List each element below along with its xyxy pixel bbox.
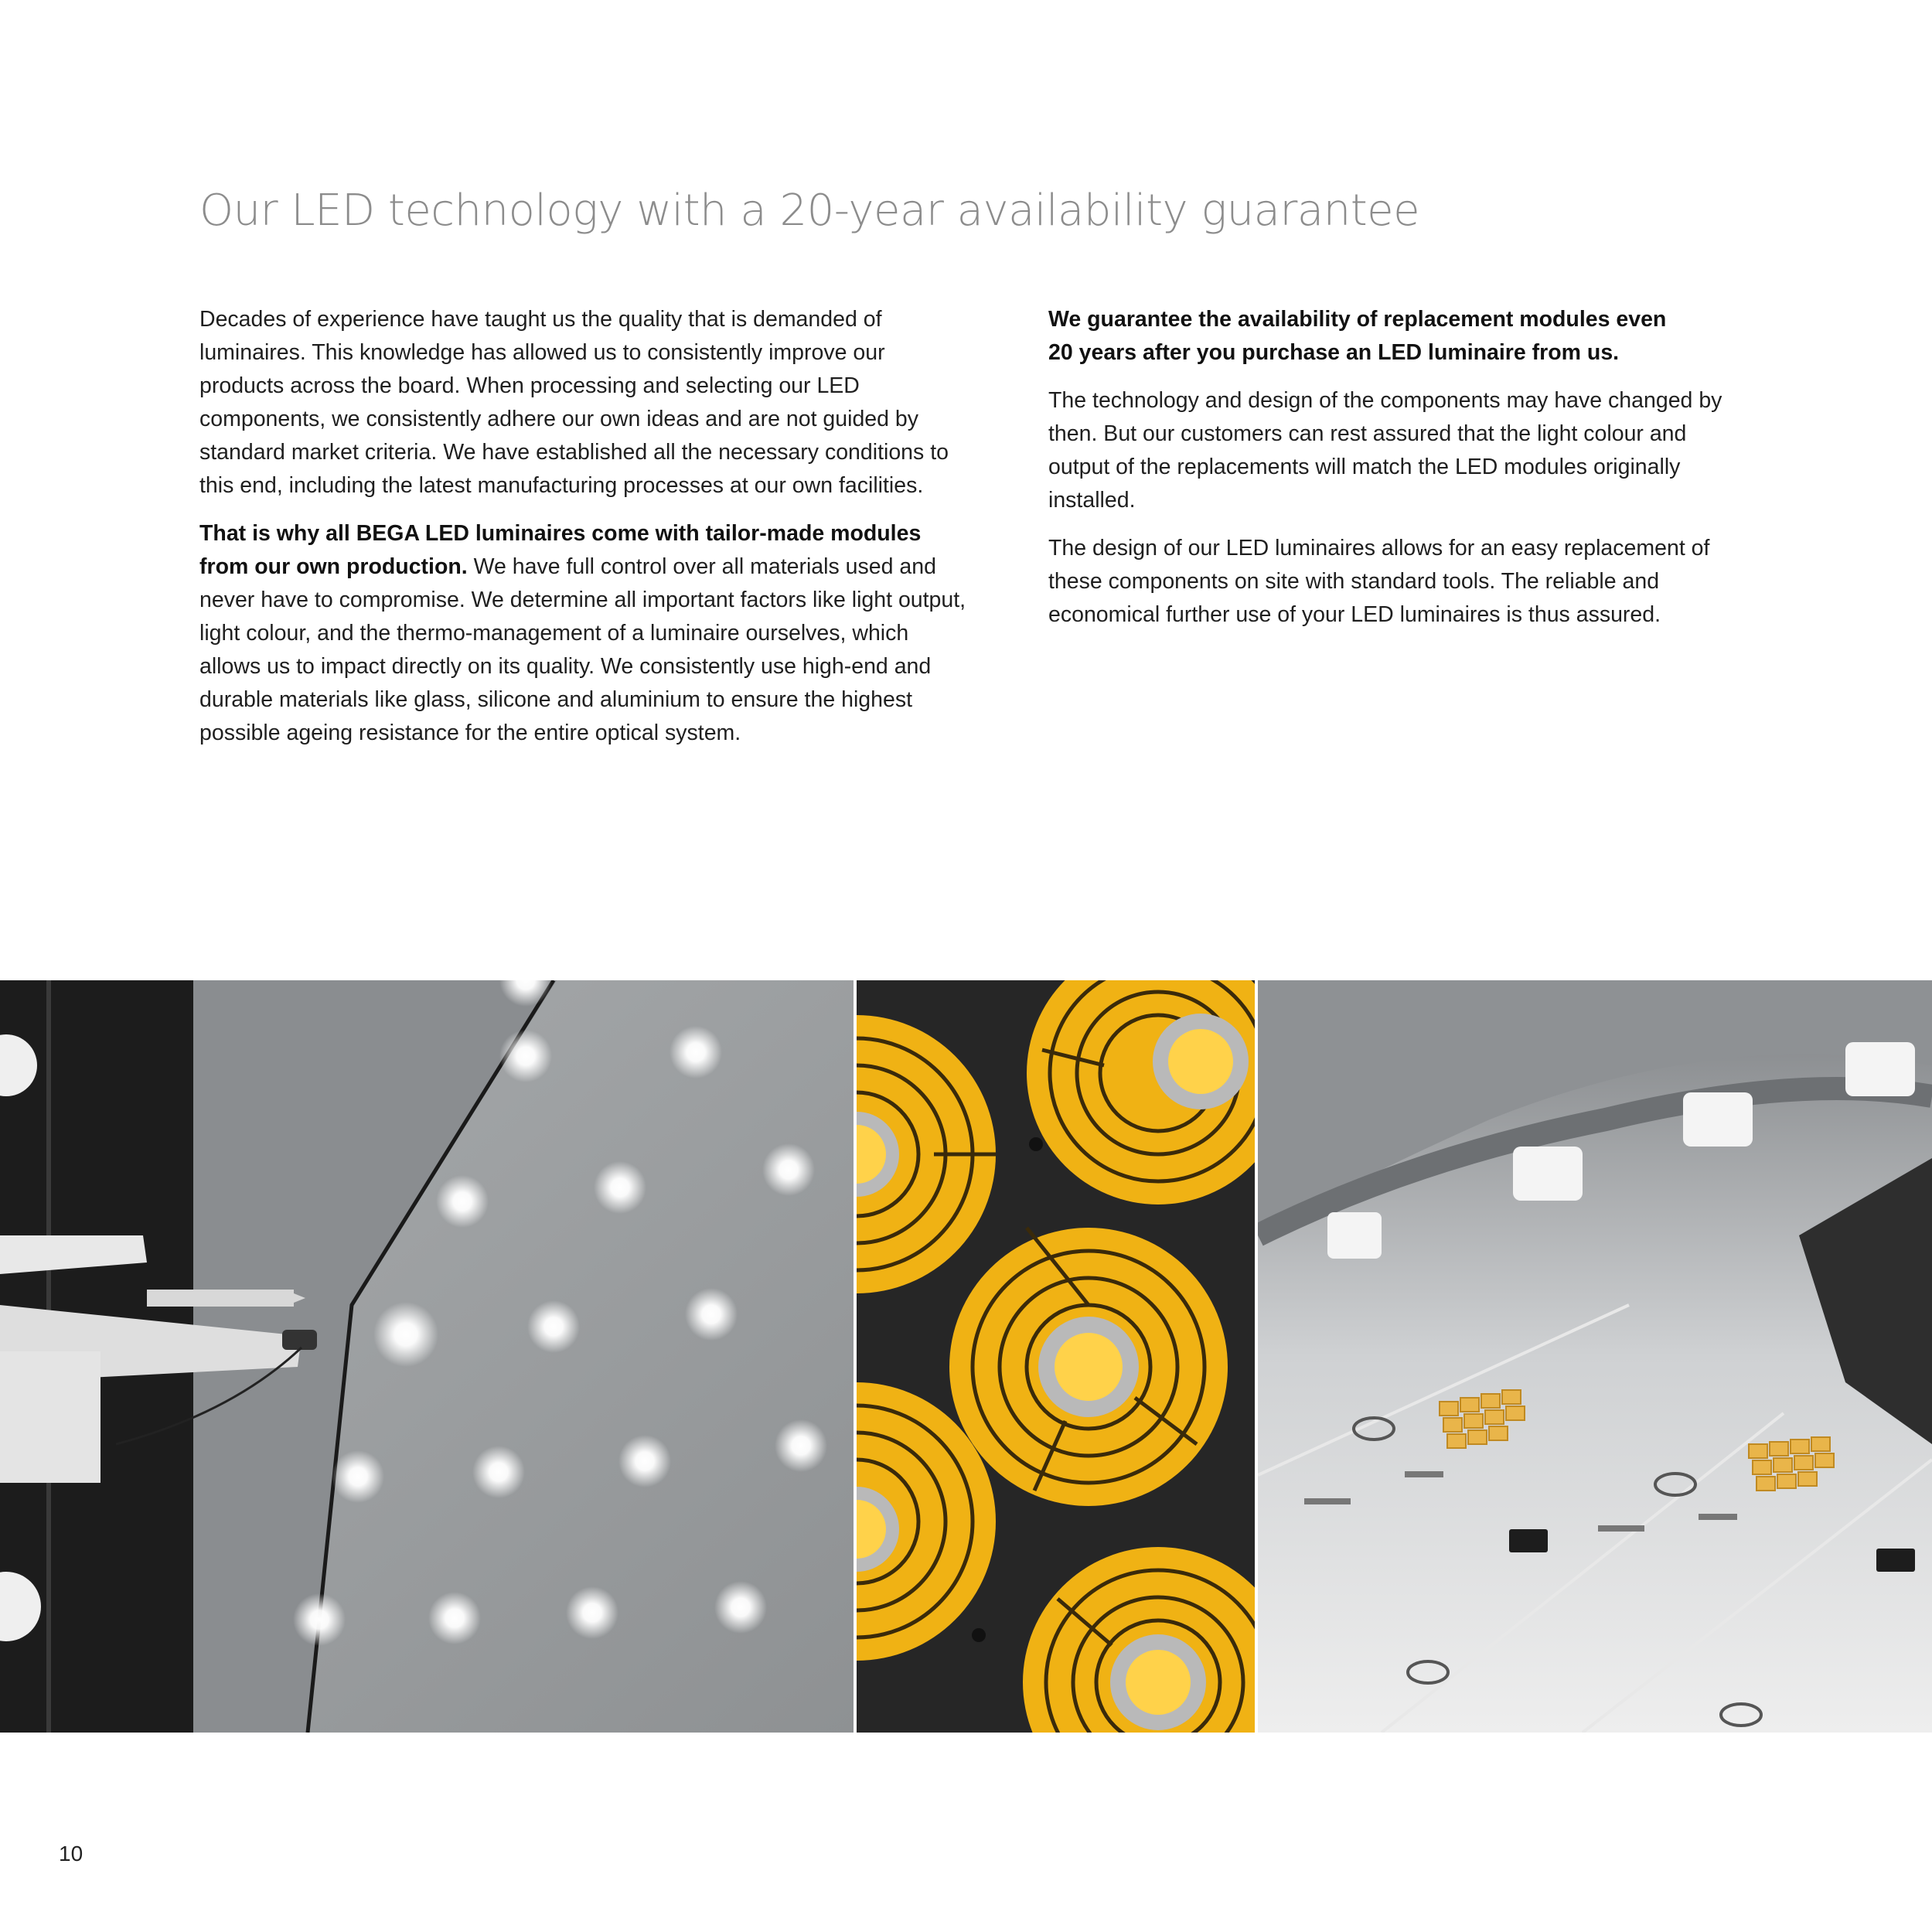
led-panel-test-photo [0, 980, 854, 1733]
led-module-closeup-photo [857, 980, 1255, 1733]
intro-paragraph: Decades of experience have taught us the quality that is demanded of luminaires. This knowledge has allowed us to consistently improve our products across the board. When processing and selecting our LED components, we consistently adhere our own ideas and are not guided by standard market criteria. We have established all the necessary conditions to this end, including the latest manufacturing processes at our own facilities. [199, 307, 949, 498]
led-pcb-photo [1258, 980, 1932, 1733]
right-text-column [1048, 303, 1744, 646]
guarantee-line-2: 20 years after you purchase an LED luminaire from us. [1048, 340, 1620, 365]
technology-paragraph: The technology and design of the components may have changed by then. But our customers can rest assured that the light colour and output of the replacements will match the LED modules originally installed. [1048, 388, 1722, 513]
left-text-column [199, 303, 973, 765]
guarantee-paragraph [1048, 303, 1744, 370]
photo-strip [0, 980, 1932, 1733]
modules-paragraph-body: We have full control over all materials used and never have to compromise. We determine all important factors like light output, light colour, and the thermo-management of a luminaire ourselves, which allows us to impact directly on its quality. We consistently use high-end and durable materials like glass, silicone and aluminium to ensure the highest possible ageing resistance for the entire optical system. [199, 554, 966, 745]
replacement-paragraph: The design of our LED luminaires allows for an easy replacement of these components on site with standard tools. The reliable and economical further use of your LED luminaires is thus assured. [1048, 536, 1710, 627]
guarantee-line-1: We guarantee the availability of replacement modules even [1048, 307, 1667, 332]
page-title: Our LED technology with a 20-year availability guarantee [199, 186, 1420, 236]
modules-paragraph-lead: That is why all BEGA LED luminaires come with tailor-made modules from our own production. [199, 521, 922, 579]
modules-paragraph [199, 517, 973, 750]
page-number: 10 [59, 1842, 83, 1866]
